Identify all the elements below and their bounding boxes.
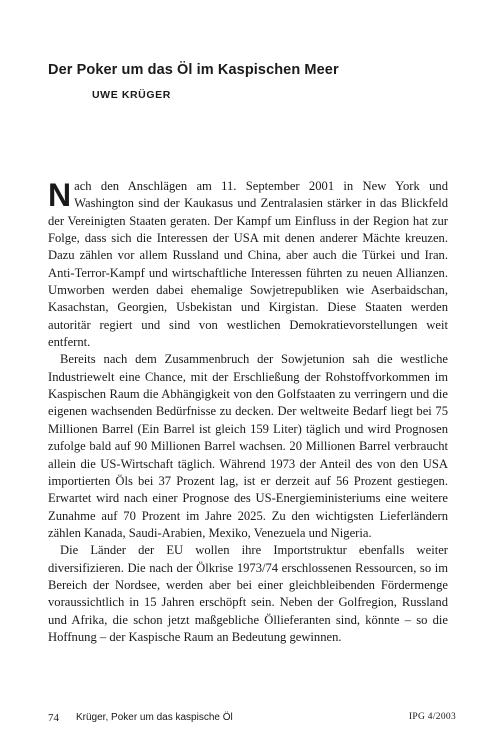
paragraph-2: Bereits nach dem Zusammenbruch der Sowjetunion sah die westliche Industriewelt eine Chance, mit der Erschließung der Rohstoffvorkommen im Kaspischen Raum die Abhängigkeit von den Golfstaaten zu verringern und die eigenen wachsenden Bedürfnisse zu decken. Der weltweite Bedarf liegt bei 75 Millionen Barrel (Ein Barrel ist gleich 159 Liter) täglich und wird Prognosen zufolge bald auf 90 Millionen Barrel wachsen. 20 Millionen Barrel verbraucht allein die US-Wirtschaft täglich. Während 1973 der Anteil des von den USA importierten Öls bei 37 Prozent lag, ist er derzeit auf 56 Prozent gestiegen. Erwartet wird nach einer Prognose des US-Energieministeriums eine weitere Zunahme auf 70 Prozent im Jahre 2025. Zu den wichtigsten Lieferländern zählen Kanada, Saudi-Arabien, Mexiko, Venezuela und Nigeria. bbox=[48, 352, 448, 540]
article-title: Der Poker um das Öl im Kaspischen Meer bbox=[48, 62, 339, 78]
page-footer bbox=[48, 712, 456, 726]
paragraph-3: Die Länder der EU wollen ihre Importstruktur ebenfalls weiter diversifizieren. Die nach der Ölkrise 1973/74 erschlossenen Ressourcen, so im Bereich der Nordsee, werden aber bei einer gleichbleibenden Fördermenge voraussichtlich in 15 Jahren erschöpft sein. Neben der Golfregion, Russland und Afrika, die schon jetzt maßgebliche Öllieferanten sind, könnte – so die Hoffnung – der Kaspische Raum an Bedeutung gewinnen. bbox=[48, 543, 448, 644]
article-author: UWE KRÜGER bbox=[92, 89, 171, 101]
paragraph-1-text: ach den Anschlägen am 11. September 2001 in New York und Washington sind der Kaukasus und Zentralasien stärker in das Blickfeld der Vereinigten Staaten geraten. Der Kampf um Einfluss in der Region hat zur Folge, dass sich die Interessen der USA mit denen anderer Mächte kreuzen. Dazu zählen vor allem Russland und China, aber auch die Türkei und Iran. Anti-Terror-Kampf und wirtschaftliche Interessen führten zu neuen Allianzen. Umworben werden dabei ehemalige Sowjetrepubliken wie Aserbaidschan, Kasachstan, Georgien, Usbekistan und Kirgistan. Diese Staaten werden autoritär regiert und sind von westlichen Demokratievorstellungen weit entfernt. bbox=[48, 179, 448, 350]
journal-reference: IPG 4/2003 bbox=[408, 712, 456, 722]
page-number: 74 bbox=[48, 712, 59, 724]
article-body bbox=[48, 178, 448, 646]
drop-cap: N bbox=[48, 177, 72, 213]
running-title: Krüger, Poker um das kaspische Öl bbox=[76, 712, 233, 723]
paragraph-1 bbox=[48, 178, 448, 351]
